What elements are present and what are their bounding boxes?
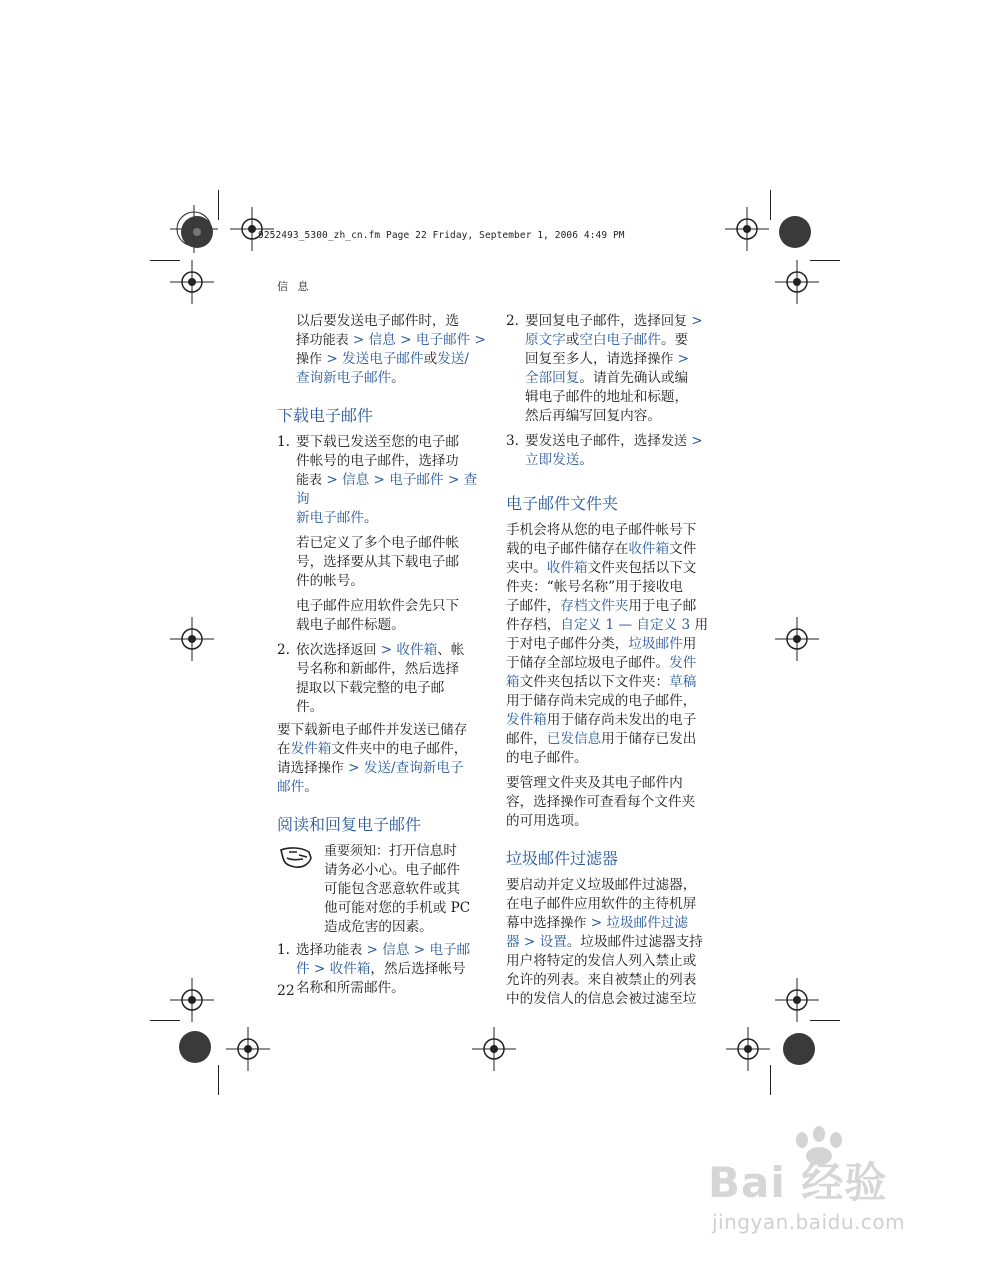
registration-target-icon bbox=[725, 207, 769, 251]
heading-read-reply: 阅读和回复电子邮件 bbox=[277, 815, 422, 834]
paragraph-spam-filter: 要启动并定义垃圾邮件过滤器， 在电子邮件应用软件的主待机屏 幕中选择操作 > 垃圾邮件过滤 器 > 设置。垃圾邮件过滤器支持 用户将特定的发信人列入禁止或 允许的列表。来自被禁止的列表 中的发信人的信息会被过滤至垃 bbox=[506, 877, 703, 1007]
color-bar-icon bbox=[180, 215, 214, 249]
heading-download-email: 下载电子邮件 bbox=[277, 406, 374, 425]
watermark-logo: Bai 经验 bbox=[708, 1158, 888, 1207]
registration-target-icon bbox=[775, 617, 819, 661]
running-head: 信 息 bbox=[277, 280, 312, 293]
registration-target-icon bbox=[170, 617, 214, 661]
color-bar-icon bbox=[782, 1032, 816, 1066]
list-item: 2. 依次选择返回 > 收件箱、帐 号名称和新邮件，然后选择 提取以下载完整的电子邮 件。 bbox=[277, 642, 465, 715]
paragraph-folders: 手机会将从您的电子邮件帐号下 载的电子邮件储存在收件箱文件 夹中。收件箱文件夹包括以下文 件夹：“帐号名称”用于接收电 子邮件，存档文件夹用于电子邮 件存档，自定义 1 — 自定义 3 用 于对电子邮件分类，垃圾邮件用 于储存全部垃圾电子邮件。发件 箱文件夹包括以下文件夹：草稿 用于储存尚未完成的电子邮件， 发件箱用于储存尚未发出的电子 邮件，已发信息用于储存已发出 的电子邮件。 bbox=[506, 522, 709, 766]
list-item-paragraph: 若已定义了多个电子邮件帐 号，选择要从其下载电子邮 件的帐号。 bbox=[296, 535, 460, 589]
file-info-slug: 9252493_5300_zh_cn.fm Page 22 Friday, September 1, 2006 4:49 PM bbox=[258, 230, 625, 241]
page-number: 22 bbox=[277, 983, 295, 999]
right-column bbox=[506, 312, 714, 1009]
registration-target-icon bbox=[230, 207, 274, 251]
color-bar-icon bbox=[778, 215, 812, 249]
left-column bbox=[277, 312, 487, 998]
registration-target-icon bbox=[226, 1027, 270, 1071]
warning-hand-icon bbox=[279, 846, 313, 870]
intro-paragraph: 以后要发送电子邮件时，选 择功能表 > 信息 > 电子邮件 > 操作 > 发送电子邮件或发送/ 查询新电子邮件。 bbox=[296, 313, 486, 386]
list-item: 1. 选择功能表 > 信息 > 电子邮 件 > 收件箱，然后选择帐号 名称和所需邮件。 bbox=[277, 942, 471, 996]
registration-target-icon bbox=[775, 978, 819, 1022]
registration-target-icon bbox=[170, 978, 214, 1022]
paragraph-send-receive: 要下载新电子邮件并发送已储存 在发件箱文件夹中的电子邮件， 请选择操作 > 发送/查询新电子 邮件。 bbox=[277, 722, 468, 795]
registration-target-icon bbox=[472, 1027, 516, 1071]
paragraph-manage-folders: 要管理文件夹及其电子邮件内 容，选择操作可查看每个文件夹 的可用选项。 bbox=[506, 775, 696, 829]
warning-note: 重要须知：打开信息时 请务必小心。电子邮件 可能包含恶意软件或其 他可能对您的手机或 PC 造成危害的因素。 bbox=[277, 842, 487, 937]
registration-target-icon bbox=[170, 260, 214, 304]
registration-target-icon bbox=[726, 1027, 770, 1071]
list-item-paragraph: 电子邮件应用软件会先只下 载电子邮件标题。 bbox=[296, 598, 460, 633]
heading-spam-filter: 垃圾邮件过滤器 bbox=[506, 849, 619, 868]
list-item: 3. 要发送电子邮件，选择发送 > 立即发送。 bbox=[506, 433, 703, 468]
list-item: 2. 要回复电子邮件，选择回复 > 原文字或空白电子邮件。要 回复至多人，请选择操作 > 全部回复。请首先确认或编 辑电子邮件的地址和标题， 然后再编写回复内容。 bbox=[506, 313, 703, 424]
color-bar-icon bbox=[178, 1030, 212, 1064]
registration-target-icon bbox=[775, 260, 819, 304]
heading-email-folders: 电子邮件文件夹 bbox=[506, 494, 619, 513]
list-item: 1. 要下载已发送至您的电子邮 件帐号的电子邮件，选择功 能表 > 信息 > 电子邮件 > 查询 新电子邮件。 bbox=[277, 434, 478, 526]
watermark-url: jingyan.baidu.com bbox=[712, 1210, 906, 1234]
